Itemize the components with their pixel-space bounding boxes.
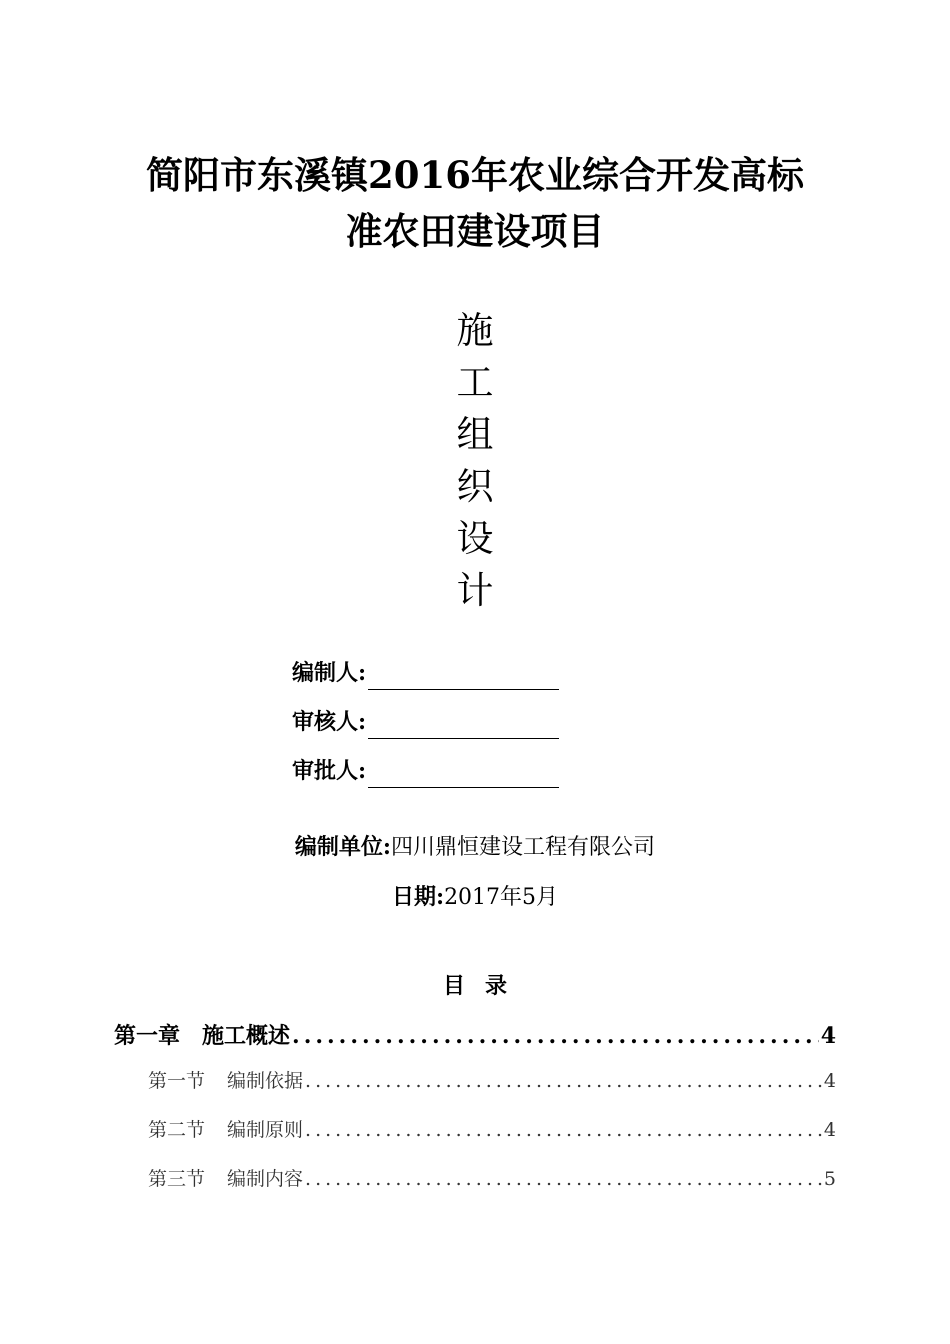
document-type-char: 设	[456, 517, 494, 560]
organization-label: 编制单位:	[294, 834, 392, 860]
toc-entry-number: 第一节	[148, 1070, 206, 1092]
signature-row-reviewer	[292, 705, 559, 739]
signature-row-approver	[292, 754, 559, 788]
document-date	[0, 881, 950, 914]
signature-blank-line	[368, 659, 559, 690]
toc-entry-section-2[interactable]	[148, 1115, 836, 1145]
date-label: 日期:	[391, 884, 445, 910]
document-type-char: 计	[456, 569, 494, 612]
toc-entry-page: 4	[823, 1070, 836, 1092]
toc-entry-number: 第三节	[148, 1168, 206, 1190]
signature-row-compiler	[292, 656, 559, 690]
signature-label: 审批人:	[292, 758, 367, 784]
organization-name: 四川鼎恒建设工程有限公司	[391, 835, 656, 860]
signature-blank-line	[368, 708, 559, 739]
compiling-organization	[0, 831, 950, 864]
toc-entry-title: 编制原则	[227, 1119, 304, 1141]
toc-heading: 目录	[442, 973, 527, 999]
toc-entry-section-1[interactable]	[148, 1066, 836, 1096]
toc-entry-section-3[interactable]	[148, 1164, 836, 1194]
signature-label: 审核人:	[292, 709, 367, 735]
toc-entry-title: 编制内容	[227, 1168, 304, 1190]
cover-title-line-1: 简阳市东溪镇2016年农业综合开发高标	[146, 153, 804, 197]
toc-entry-number: 第一章	[114, 1023, 181, 1049]
document-type-char: 施	[456, 309, 494, 352]
signature-blank-line	[368, 757, 559, 788]
signature-label: 编制人:	[292, 660, 367, 686]
document-type-char: 织	[456, 465, 494, 508]
document-type-char: 组	[456, 413, 494, 456]
document-type-char: 工	[456, 361, 494, 404]
toc-entry-title: 施工概述	[202, 1023, 291, 1049]
cover-title-line-2: 准农田建设项目	[345, 209, 605, 253]
toc-leader-dots	[305, 1115, 822, 1145]
toc-leader-dots	[292, 1020, 819, 1052]
toc-entry-page: 5	[823, 1168, 836, 1190]
toc-entry-title: 编制依据	[227, 1070, 304, 1092]
toc-leader-dots	[305, 1164, 822, 1194]
date-value: 2017年5月	[444, 885, 559, 910]
toc-entry-page: 4	[820, 1023, 836, 1049]
toc-leader-dots	[305, 1066, 822, 1096]
toc-entry-page: 4	[823, 1119, 836, 1141]
toc-entry-chapter-1[interactable]	[114, 1020, 836, 1052]
toc-entry-number: 第二节	[148, 1119, 206, 1141]
